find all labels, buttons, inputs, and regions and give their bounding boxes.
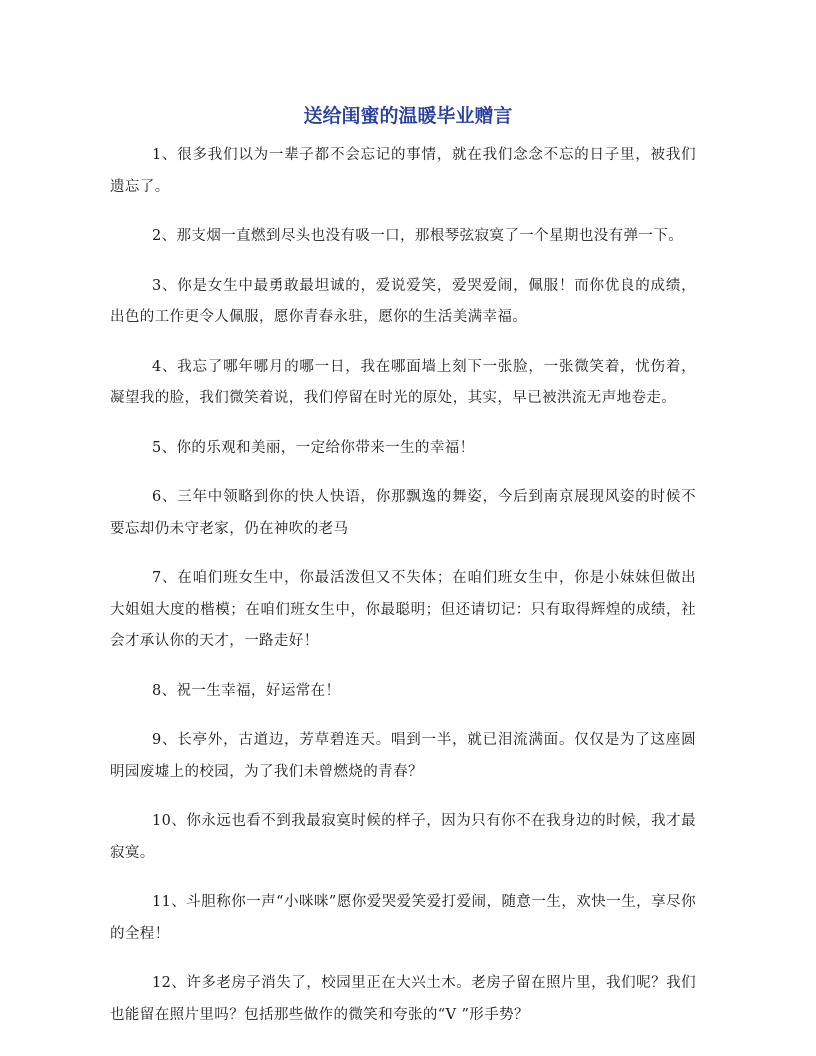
paragraph-8: 8、祝一生幸福，好运常在！ [152, 682, 341, 699]
paragraph-4: 4、我忘了哪年哪月的哪一日，我在哪面墙上刻下一张脸，一张微笑着，忧伤着，凝望我的脸，我们微笑着说，我们停留在时光的原处，其实，早已被洪流无声地卷走。 [110, 358, 696, 406]
document-title: 送给闺蜜的温暖毕业赠言 [303, 105, 513, 127]
paragraph-9: 9、长亭外，古道边，芳草碧连天。唱到一半，就已泪流满面。仅仅是为了这座圆明园废墟上的校园，为了我们未曾燃烧的青春？ [110, 732, 696, 780]
paragraph-7: 7、在咱们班女生中，你最活泼但又不失体；在咱们班女生中，你是小妹妹但做出大姐姐大度的楷模；在咱们班女生中，你最聪明；但还请切记：只有取得辉煌的成绩，社会才承认你的天才，一路走好！ [110, 570, 696, 649]
paragraph-11: 11、斗胆称你一声“小咪咪”愿你爱哭爱笑爱打爱闹，随意一生，欢快一生，享尽你的全程！ [110, 894, 696, 942]
paragraph-3: 3、你是女生中最勇敢最坦诚的，爱说爱笑，爱哭爱闹，佩服！而你优良的成绩，出色的工作更令人佩服，愿你青春永驻，愿你的生活美满幸福。 [110, 277, 696, 325]
document-body [110, 140, 696, 1049]
paragraph-5: 5、你的乐观和美丽，一定给你带来一生的幸福！ [152, 439, 475, 456]
paragraph-1: 1、很多我们以为一辈子都不会忘记的事情，就在我们念念不忘的日子里，被我们遗忘了。 [110, 147, 696, 195]
paragraph-10: 10、你永远也看不到我最寂寞时候的样子，因为只有你不在我身边的时候，我才最寂寞。 [110, 813, 696, 861]
paragraph-12: 12、许多老房子消失了，校园里正在大兴土木。老房子留在照片里，我们呢？我们也能留在照片里吗？包括那些做作的微笑和夸张的“V ”形手势？ [110, 975, 696, 1023]
paragraph-2: 2、那支烟一直燃到尽头也没有吸一口，那根琴弦寂寞了一个星期也没有弹一下。 [152, 228, 684, 244]
paragraph-6: 6、三年中领略到你的快人快语，你那飘逸的舞姿，今后到南京展现风姿的时候不要忘却仍未守老家，仍在神吹的老马 [110, 489, 696, 537]
